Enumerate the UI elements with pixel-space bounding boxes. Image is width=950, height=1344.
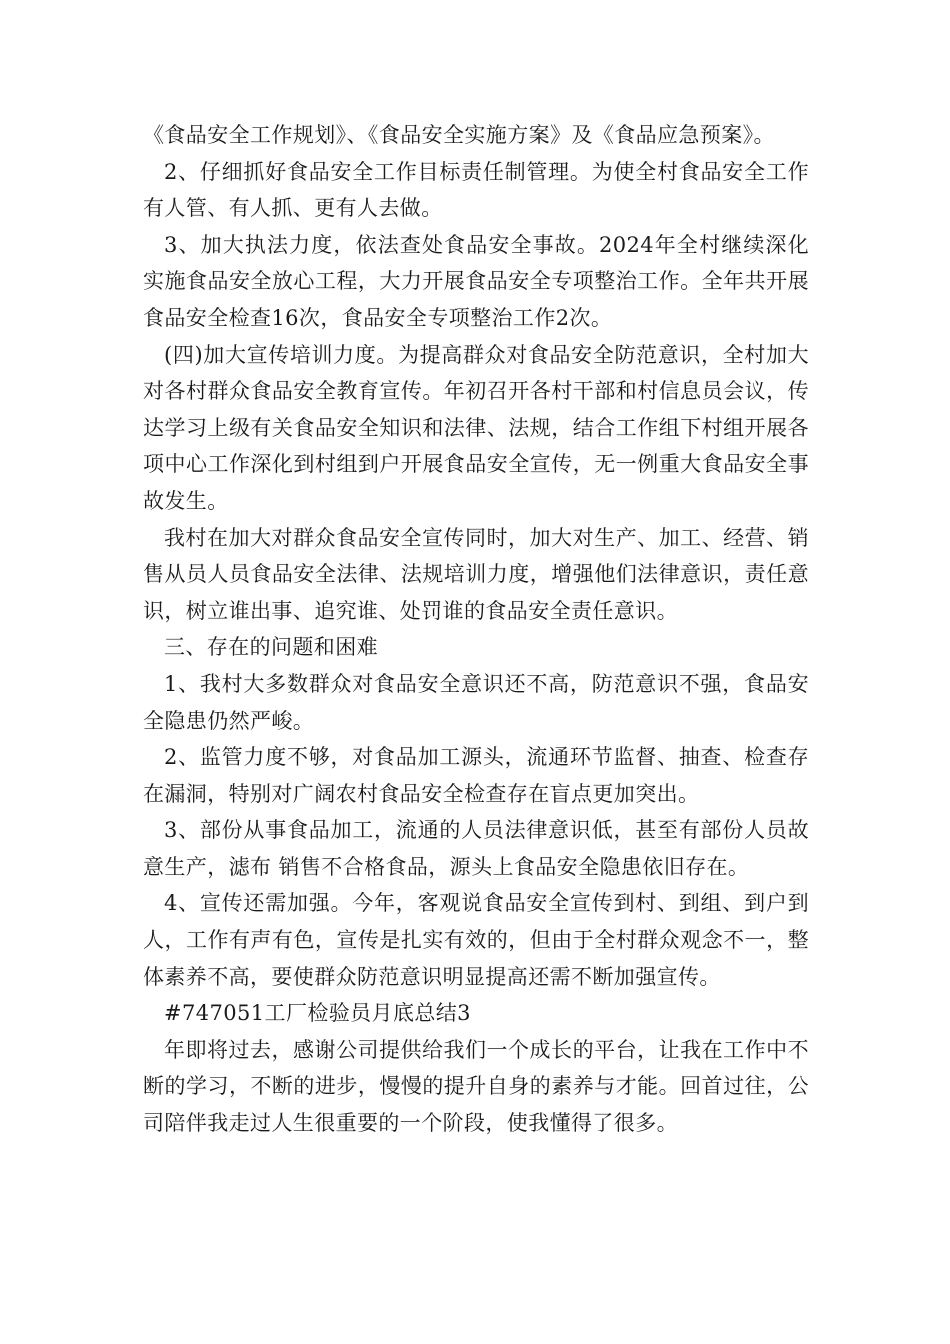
section-heading-problems: 三、存在的问题和困难 bbox=[164, 635, 378, 660]
paragraph-responsibility: 2、仔细抓好食品安全工作目标责任制管理。为使全村食品安全工作有人管、有人抓、更有人去做。 bbox=[143, 159, 809, 221]
paragraph-problem-publicity: 4、宣传还需加强。今年，客观说食品安全宣传到村、到组、到户到人，工作有声有色，宣传是扎实有效的，但由于全村群众观念不一，整体素养不高，要使群众防范意识明显提高还需不断加强宣传。 bbox=[143, 891, 809, 989]
paragraph-problem-awareness: 1、我村大多数群众对食品安全意识还不高，防范意识不强，食品安全隐患仍然严峻。 bbox=[143, 671, 809, 733]
paragraph-year-end: 年即将过去，感谢公司提供给我们一个成长的平台，让我在工作中不断的学习，不断的进步，慢慢的提升自身的素养与才能。回首过往，公司陪伴我走过人生很重要的一个阶段，使我懂得了很多。 bbox=[143, 1037, 809, 1136]
paragraph-law-enforcement: 3、加大执法力度，依法查处食品安全事故。2024年全村继续深化实施食品安全放心工程，大力开展食品安全专项整治工作。全年共开展食品安全检查16次，食品安全专项整治工作2次。 bbox=[143, 232, 809, 330]
document-body bbox=[143, 117, 809, 1142]
paragraph-publicity-training: (四)加大宣传培训力度。为提高群众对食品安全防范意识，全村加大对各村群众食品安全教育宣传。年初召开各村干部和村信息员会议，传达学习上级有关食品安全知识和法律、法规，结合工作组下村组开展各项中心工作深化到村组到户开展食品安全宣传，无一例重大食品安全事故发生。 bbox=[143, 342, 809, 513]
section-heading-inspector-summary: #747051工厂检验员月底总结3 bbox=[164, 1001, 471, 1026]
paragraph-village-training: 我村在加大对群众食品安全宣传同时，加大对生产、加工、经营、销售从员人员食品安全法律、法规培训力度，增强他们法律意识，责任意识，树立谁出事、追究谁、处罚谁的食品安全责任意识。 bbox=[143, 525, 809, 623]
paragraph-problem-processing: 3、部份从事食品加工，流通的人员法律意识低，甚至有部份人员故意生产，滤布 销售不合格食品，源头上食品安全隐患依旧存在。 bbox=[143, 818, 809, 879]
paragraph-problem-supervision: 2、监管力度不够，对食品加工源头，流通环节监督、抽查、检查存在漏洞，特别对广阔农村食品安全检查存在盲点更加突出。 bbox=[143, 745, 809, 806]
paragraph-plan-documents: 《食品安全工作规划》、《食品安全实施方案》及《食品应急预案》。 bbox=[143, 123, 775, 147]
